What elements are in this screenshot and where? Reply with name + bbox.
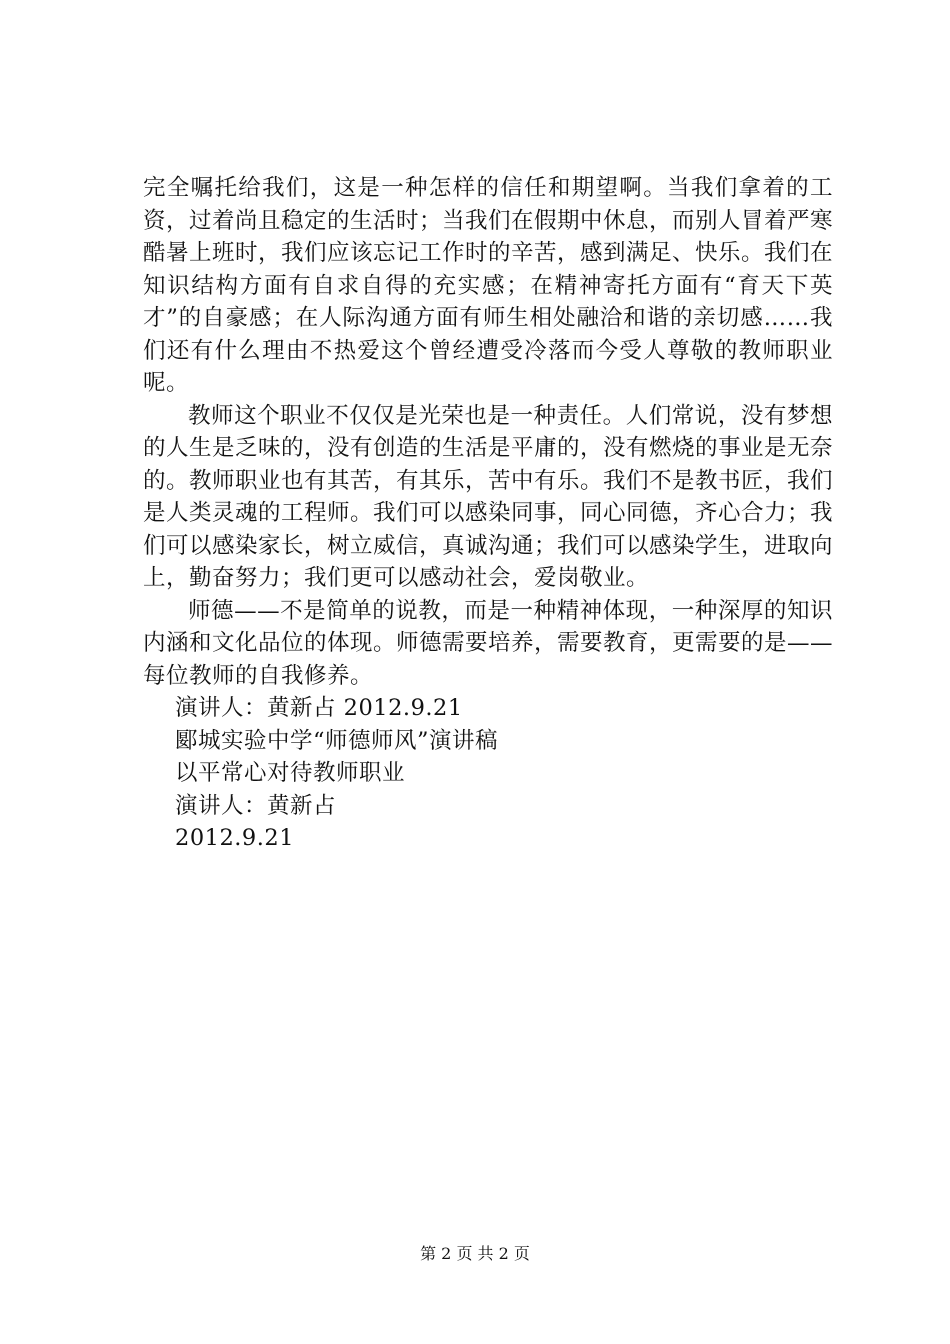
paragraph-teacher-responsibility: 教师这个职业不仅仅是光荣也是一种责任。人们常说，没有梦想的人生是乏味的，没有创造的生活是平庸的，没有燃烧的事业是无奈的。教师职业也有其苦，有其乐，苦中有乐。我们不是教书匠，我们是人类灵魂的工程师。我们可以感染同事，同心同德，齐心合力；我们可以感染家长，树立威信，真诚沟通；我们可以感染学生，进取向上，勤奋努力；我们更可以感动社会，爱岗敬业。: [143, 402, 834, 591]
date-line: 2012.9.21: [175, 825, 295, 851]
paragraph-teacher-ethics: 师德——不是简单的说教，而是一种精神体现，一种深厚的知识内涵和文化品位的体现。师德需要培养，需要教育，更需要的是——每位教师的自我修养。: [143, 597, 834, 689]
speech-subtitle-line: 以平常心对待教师职业: [175, 760, 406, 786]
paragraph-continuation: 完全嘱托给我们，这是一种怎样的信任和期望啊。当我们拿着的工资，过着尚且稳定的生活时；当我们在假期中休息，而别人冒着严寒酷暑上班时，我们应该忘记工作时的辛苦，感到满足、快乐。我们在知识结构方面有自求自得的充实感；在精神寄托方面有“育天下英才”的自豪感；在人际沟通方面有师生相处融洽和谐的亲切感……我们还有什么理由不热爱这个曾经遭受冷落而今受人尊敬的教师职业呢。: [143, 175, 834, 396]
speaker-date-line: 演讲人：黄新占 2012.9.21: [175, 695, 463, 721]
speech-title-line: 郾城实验中学“师德师风”演讲稿: [175, 727, 499, 754]
page-footer: 第 2 页 共 2 页: [420, 1244, 530, 1263]
document-body: [143, 172, 833, 855]
speaker-line: 演讲人：黄新占: [175, 792, 337, 819]
